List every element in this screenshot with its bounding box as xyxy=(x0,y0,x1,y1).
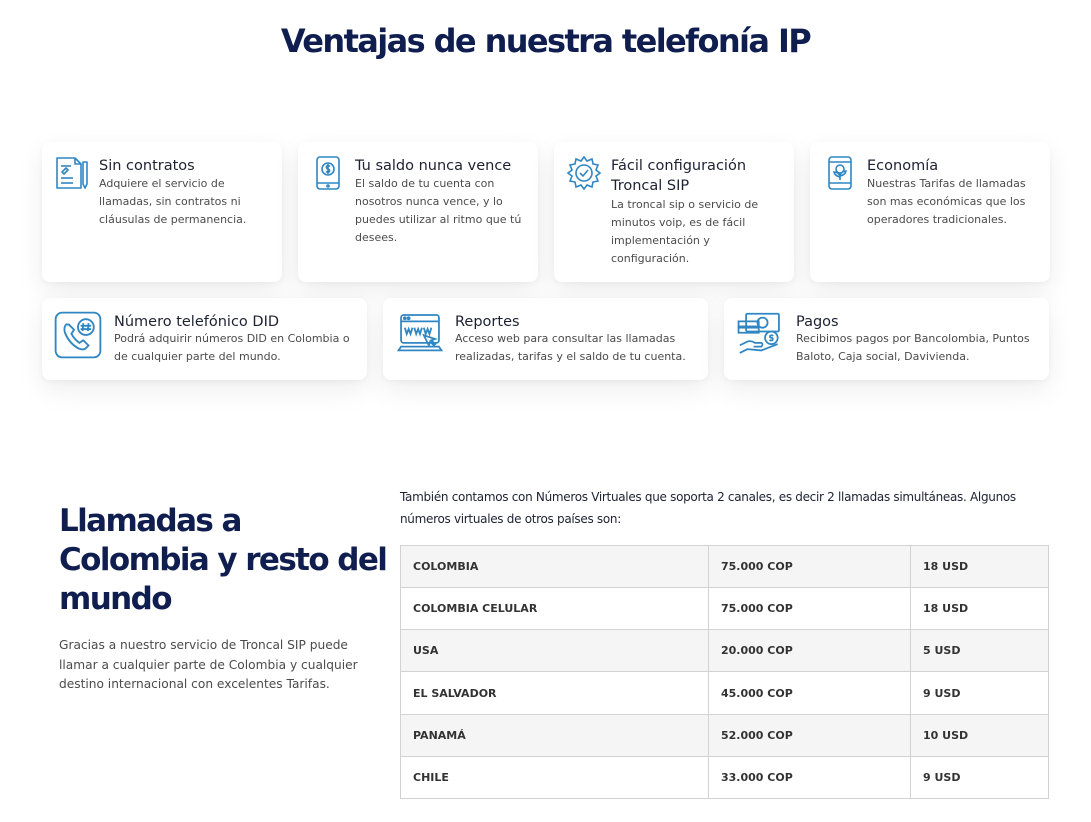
table-row xyxy=(401,588,1049,630)
gear-settings-icon xyxy=(565,154,603,192)
cop-price-cell: 45.000 COP xyxy=(709,672,911,714)
card-text: El saldo de tu cuenta con nosotros nunca vence, y lo puedes utilizar al ritmo que tú desees. xyxy=(355,177,522,244)
table-row xyxy=(401,630,1049,672)
cop-price-cell: 20.000 COP xyxy=(709,630,911,672)
usd-price-cell: 5 USD xyxy=(911,630,1049,672)
card-text: Recibimos pagos por Bancolombia, Puntos Baloto, Caja social, Davivienda. xyxy=(796,332,1030,363)
card-reportes xyxy=(383,298,708,380)
card-text: Acceso web para consultar las llamadas realizadas, tarifas y el saldo de tu cuenta. xyxy=(455,332,686,363)
cop-price-cell: 33.000 COP xyxy=(709,756,911,798)
card-title: Pagos xyxy=(796,314,839,330)
card-title: Sin contratos xyxy=(99,158,195,174)
country-cell: COLOMBIA CELULAR xyxy=(401,588,709,630)
cop-price-cell: 75.000 COP xyxy=(709,588,911,630)
country-cell: EL SALVADOR xyxy=(401,672,709,714)
usd-price-cell: 9 USD xyxy=(911,756,1049,798)
llamadas-text: Gracias a nuestro servicio de Troncal SIP puede llamar a cualquier parte de Colombia y cualquier destino internacional con excelentes Tarifas. xyxy=(59,638,358,691)
usd-price-cell: 18 USD xyxy=(911,588,1049,630)
country-cell: PANAMÁ xyxy=(401,714,709,756)
phone-hash-icon xyxy=(53,310,103,360)
country-cell: CHILE xyxy=(401,756,709,798)
card-title: Número telefónico DID xyxy=(114,314,280,330)
usd-price-cell: 10 USD xyxy=(911,714,1049,756)
card-title: Economía xyxy=(867,158,939,174)
card-text: La troncal sip o servicio de minutos voip, es de fácil implementación y configuración. xyxy=(611,198,759,265)
contract-icon xyxy=(53,154,91,192)
table-row xyxy=(401,672,1049,714)
card-title: Reportes xyxy=(455,314,520,330)
table-row xyxy=(401,756,1049,798)
virtual-numbers-intro: También contamos con Números Virtuales que soporta 2 canales, es decir 2 llamadas simultáneas. Algunos números virtuales de otros países son: xyxy=(400,490,1016,526)
table-row xyxy=(401,714,1049,756)
page-title: Ventajas de nuestra telefonía IP xyxy=(280,22,811,60)
country-cell: COLOMBIA xyxy=(401,546,709,588)
table-row xyxy=(401,546,1049,588)
card-saldo xyxy=(298,142,538,282)
phone-plant-icon xyxy=(821,154,859,192)
card-text: Adquiere el servicio de llamadas, sin contratos ni cláusulas de permanencia. xyxy=(99,177,247,226)
cop-price-cell: 52.000 COP xyxy=(709,714,911,756)
phone-dollar-icon xyxy=(309,154,347,192)
card-text: Nuestras Tarifas de llamadas son mas económicas que los operadores tradicionales. xyxy=(867,177,1026,226)
card-title: Fácil configuración Troncal SIP xyxy=(611,158,747,194)
web-report-icon xyxy=(396,310,444,358)
usd-price-cell: 18 USD xyxy=(911,546,1049,588)
card-title: Tu saldo nunca vence xyxy=(355,158,512,174)
card-configuracion xyxy=(554,142,794,282)
card-text: Podrá adquirir números DID en Colombia o de cualquier parte del mundo. xyxy=(114,332,350,363)
card-economia xyxy=(810,142,1050,282)
llamadas-title: Llamadas a Colombia y resto del mundo xyxy=(59,503,387,617)
country-cell: USA xyxy=(401,630,709,672)
card-sin-contratos xyxy=(42,142,282,282)
cop-price-cell: 75.000 COP xyxy=(709,546,911,588)
card-did xyxy=(42,298,367,380)
rates-table xyxy=(400,545,1049,799)
payment-cash-icon xyxy=(736,310,784,358)
usd-price-cell: 9 USD xyxy=(911,672,1049,714)
card-pagos xyxy=(724,298,1049,380)
